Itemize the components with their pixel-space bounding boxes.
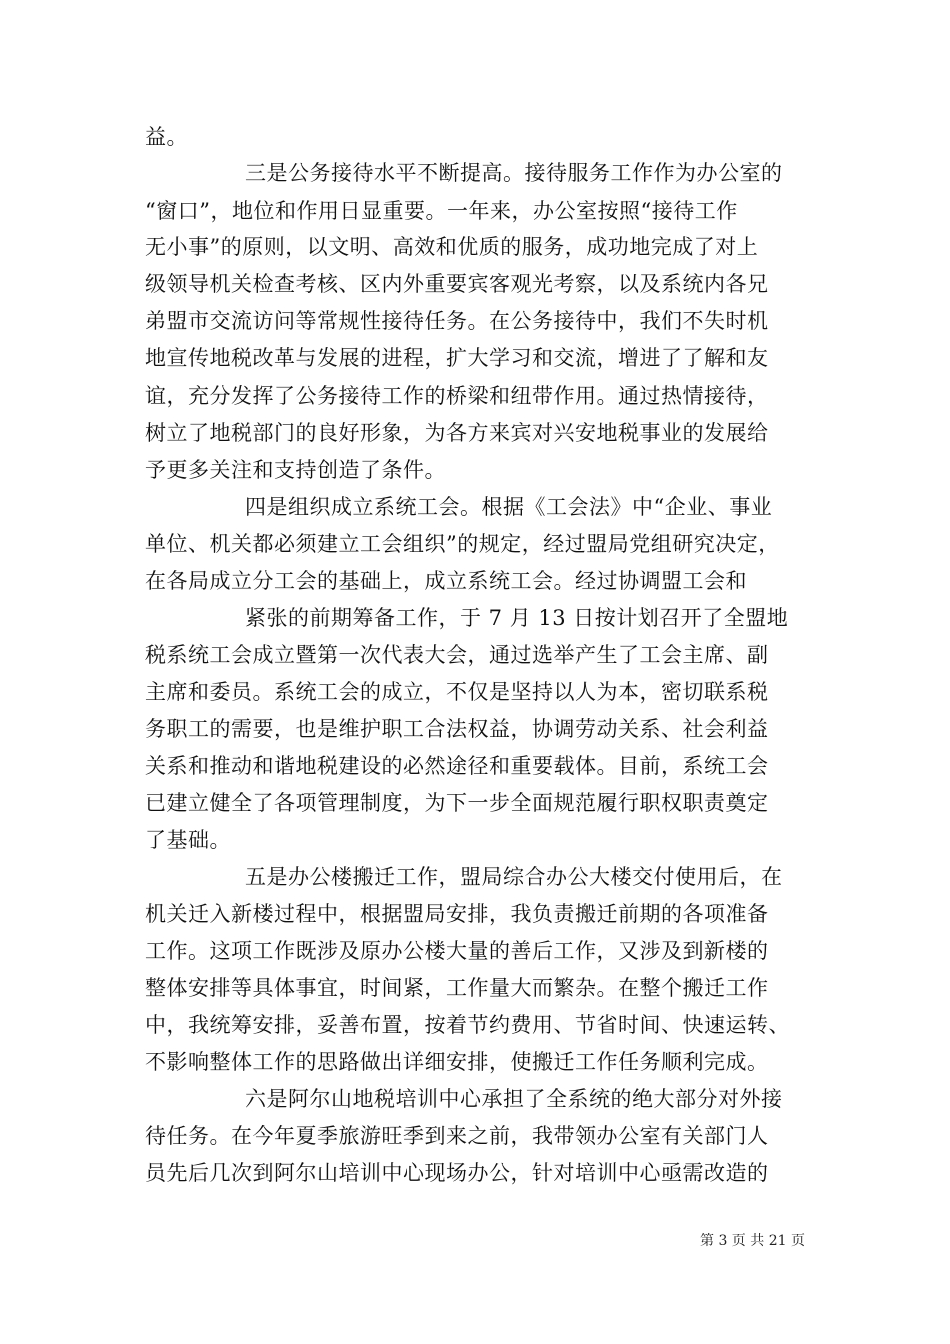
text-line: 单位、机关都必须建立工会组织”的规定，经过盟局党组研究决定， [145,532,780,556]
text-line: 在各局成立分工会的基础上，成立系统工会。经过协调盟工会和 [145,569,747,593]
text-line: 主席和委员。系统工会的成立，不仅是坚持以人为本，密切联系税 [145,680,769,704]
text-line: 工作。这项工作既涉及原办公楼大量的善后工作，又涉及到新楼的 [145,939,769,963]
page-number-footer: 第 3 页 共 21 页 [700,1233,805,1249]
text-line: 中，我统筹安排，妥善布置，按着节约费用、节省时间、快速运转、 [145,1013,790,1037]
text-line: 紧张的前期筹备工作，于 7 月 13 日按计划召开了全盟地 [245,606,789,630]
text-line: 不影响整体工作的思路做出详细安排，使搬迁工作任务顺利完成。 [145,1050,769,1074]
text-line: 务职工的需要，也是维护职工合法权益，协调劳动关系、社会利益 [145,717,769,741]
text-line: 员先后几次到阿尔山培训中心现场办公，针对培训中心亟需改造的 [145,1161,769,1185]
text-line: 级领导机关检查考核、区内外重要宾客观光考察，以及系统内各兄 [145,272,769,296]
text-line: 待任务。在今年夏季旅游旺季到来之前，我带领办公室有关部门人 [145,1124,769,1148]
text-line: 予更多关注和支持创造了条件。 [145,458,446,482]
text-line: 税系统工会成立暨第一次代表大会，通过选举产生了工会主席、副 [145,643,769,667]
paragraph-start-line: 四是组织成立系统工会。根据《工会法》中“企业、事业 [245,495,773,519]
text-line: 已建立健全了各项管理制度，为下一步全面规范履行职权职责奠定 [145,791,769,815]
text-line: 益。 [145,125,188,149]
text-line: 关系和推动和谐地税建设的必然途径和重要载体。目前，系统工会 [145,754,769,778]
text-line: 机关迁入新楼过程中，根据盟局安排，我负责搬迁前期的各项准备 [145,902,769,926]
text-line: 无小事”的原则，以文明、高效和优质的服务，成功地完成了对上 [145,235,759,259]
text-line: 了基础。 [145,828,231,852]
text-line: 地宣传地税改革与发展的进程，扩大学习和交流，增进了了解和友 [145,346,769,370]
text-line: 树立了地税部门的良好形象，为各方来宾对兴安地税事业的发展给 [145,421,769,445]
paragraph-start-line: 六是阿尔山地税培训中心承担了全系统的绝大部分对外接 [245,1087,783,1111]
paragraph-start-line: 三是公务接待水平不断提高。接待服务工作作为办公室的 [245,161,783,185]
text-line: 谊，充分发挥了公务接待工作的桥梁和纽带作用。通过热情接待， [145,384,769,408]
text-line: “窗口”，地位和作用日显重要。一年来，办公室按照“接待工作 [145,199,738,223]
paragraph-start-line: 五是办公楼搬迁工作，盟局综合办公大楼交付使用后，在 [245,865,783,889]
text-line: 整体安排等具体事宜，时间紧，工作量大而繁杂。在整个搬迁工作 [145,976,769,1000]
text-line: 弟盟市交流访问等常规性接待任务。在公务接待中，我们不失时机 [145,309,769,333]
